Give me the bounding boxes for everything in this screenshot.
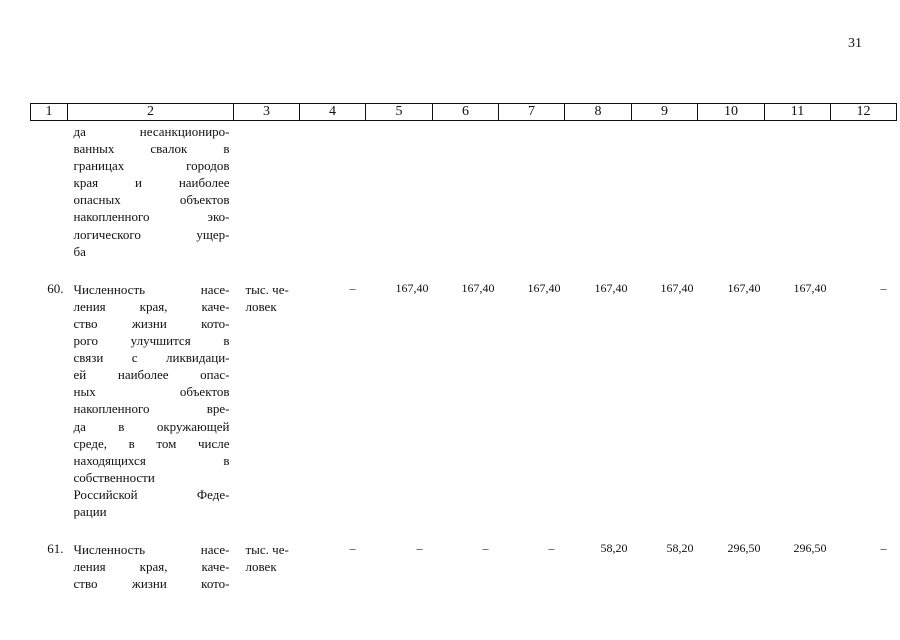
value-cell: – [416,541,423,556]
value-cell: 167,40 [461,280,495,295]
value-cell: – [880,280,887,295]
unit-line: ловек [245,298,277,314]
name-line: опасных объектов [73,192,230,208]
value-cell: 296,50 [727,541,761,556]
name-line: Российской Феде- [73,486,230,502]
row-number-cell [31,121,68,260]
name-line: Численность насе- [73,281,230,297]
value-cell [565,121,632,260]
value-cell: 167,40 [660,280,694,295]
unit-line: тыс. че- [245,281,289,297]
value-cell [433,121,499,260]
column-header-10: 10 [698,104,765,121]
column-header-4: 4 [300,104,366,121]
name-line: да несанкциониро- [73,124,230,139]
value-cell: 167,40 [727,280,761,295]
value-cell: – [349,541,356,556]
value-cell [499,121,565,260]
column-header-5: 5 [366,104,433,121]
name-line: Численность насе- [73,542,230,558]
value-cell [765,121,831,260]
value-cell: 167,40 [594,280,628,295]
value-cell: – [548,541,555,556]
value-cell [300,121,366,260]
value-cell: 296,50 [793,541,827,556]
indicator-name-cell [68,541,234,592]
row-number-cell: 61. [47,541,64,557]
indicator-name-cell [68,281,234,520]
name-line: логического ущер- [73,226,230,242]
name-line: накопленного эко- [73,209,230,225]
name-line: рации [73,503,107,519]
column-header-9: 9 [632,104,698,121]
unit-cell [234,281,300,520]
value-cell [831,121,897,260]
unit-cell [234,541,300,592]
name-line: рого улучшится в [73,333,230,349]
value-cell: 167,40 [527,280,561,295]
name-line: ления края, каче- [73,559,230,575]
data-table [30,103,897,592]
table-row-60 [31,281,897,520]
page-number: 31 [848,36,862,51]
value-cell: 58,20 [666,541,694,556]
name-line: накопленного вре- [73,401,230,417]
name-line: ство жизни кото- [73,315,230,331]
name-line: ления края, каче- [73,298,230,314]
table-row-continuation [31,121,897,260]
name-line: да в окружающей [73,418,230,434]
value-cell [366,121,433,260]
name-line: края и наиболее [73,175,230,191]
column-header-7: 7 [499,104,565,121]
value-cell: – [349,280,356,295]
row-spacer [31,520,897,541]
name-line: среде, в том числе [73,435,230,451]
name-line: собственности [73,469,155,485]
column-header-1: 1 [31,104,68,121]
column-header-2: 2 [68,104,234,121]
name-line: ных объектов [73,384,230,400]
row-number-cell: 60. [47,280,64,296]
column-header-3: 3 [234,104,300,121]
indicator-name-cell [68,121,234,260]
value-cell: 167,40 [793,280,827,295]
unit-line: ловек [245,559,277,575]
column-header-6: 6 [433,104,499,121]
table-row-61 [31,541,897,592]
value-cell [632,121,698,260]
value-cell: 167,40 [395,280,429,295]
unit-line: тыс. че- [245,542,289,558]
name-line: ей наиболее опас- [73,367,230,383]
unit-cell [234,121,300,260]
table-header [31,104,897,121]
row-spacer [31,260,897,281]
column-header-8: 8 [565,104,632,121]
value-cell [698,121,765,260]
value-cell: – [482,541,489,556]
name-line: находящихся в [73,452,230,468]
name-line: ство жизни кото- [73,576,230,592]
value-cell: – [880,541,887,556]
name-line: связи с ликвидаци- [73,350,230,366]
column-header-11: 11 [765,104,831,121]
name-line: ба [73,243,86,259]
column-header-12: 12 [831,104,897,121]
name-line: ванных свалок в [73,141,230,157]
value-cell: 58,20 [600,541,628,556]
name-line: границах городов [73,158,230,174]
